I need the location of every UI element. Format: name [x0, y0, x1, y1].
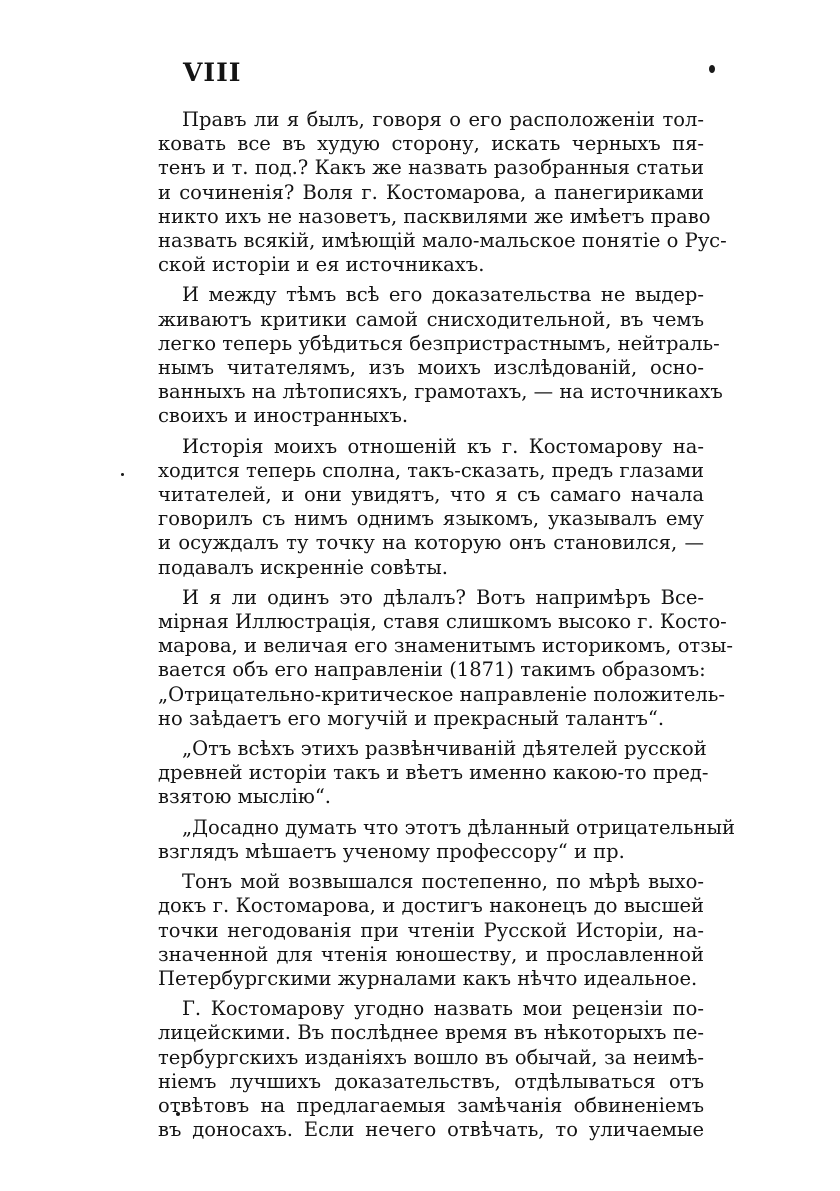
text-line: своихъ и иностранныхъ. — [158, 404, 409, 428]
text-line: легко теперь убѣдиться безпристрастнымъ, нейтраль- — [158, 331, 720, 355]
text-line: Петербургскими журналами какъ нѣчто идеальное. — [158, 966, 698, 990]
paragraph-3 — [134, 435, 704, 580]
ink-speck-top-right — [709, 65, 715, 73]
paragraph-2 — [134, 283, 723, 428]
text-line: взглядъ мѣшаетъ ученому профессору“ и пр. — [158, 839, 625, 863]
text-line: точки негодованiя при чтенiи Русской Исторiи, на- — [158, 918, 704, 942]
text-line: ванныхъ на лѣтописяхъ, грамотахъ, — на источникахъ — [158, 380, 723, 404]
text-line: взятою мыслiю“. — [158, 785, 331, 809]
text-line: и сочиненiя? Воля г. Костомарова, а панегириками — [158, 180, 704, 204]
body-text — [134, 108, 736, 1148]
paragraph-6 — [134, 815, 736, 864]
text-line: И я ли одинъ это дѣлалъ? Вотъ напримѣръ Все- — [182, 585, 704, 609]
text-line: но заѣдаетъ его могучiй и прекрасный талантъ“. — [158, 706, 665, 730]
text-line: нымъ читателямъ, изъ моихъ изслѣдованiй, осно- — [158, 356, 704, 380]
text-line: никто ихъ не назоветъ, пасквилями же имѣетъ право — [158, 204, 711, 228]
text-line: докъ г. Костомарова, и достигъ наконецъ до высшей — [158, 894, 704, 918]
text-line: И между тѣмъ всѣ его доказательства не выдер- — [182, 283, 704, 307]
text-line: и осуждалъ ту точку на которую онъ становился, — — [158, 531, 704, 555]
text-line: нiемъ лучшихъ доказательствъ, отдѣлываться отъ — [158, 1069, 704, 1093]
paragraph-4 — [134, 585, 733, 731]
text-line: живаютъ критики самой снисходительной, въ чемъ — [158, 307, 704, 331]
text-line: Исторiя моихъ отношенiй къ г. Костомарову на- — [182, 434, 704, 458]
text-line: говорилъ съ нимъ однимъ языкомъ, указывалъ ему — [158, 507, 704, 531]
text-line: Правъ ли я былъ, говоря о его расположенiи тол- — [182, 108, 704, 131]
text-line: Тонъ мой возвышался постепенно, по мѣрѣ выхо- — [182, 870, 704, 894]
text-line: въ доносахъ. Если нечего отвѣчать, то уличаемые — [158, 1118, 704, 1142]
paragraph-7 — [134, 870, 704, 991]
text-line: подавалъ искреннiе совѣты. — [158, 555, 448, 579]
text-line: древней исторiи такъ и вѣетъ именно какою-то пред- — [158, 761, 709, 785]
text-line: марова, и величая его знаменитымъ историкомъ, отзы- — [158, 634, 733, 658]
text-line: значенной для чтенiя юношеству, и прославленной — [158, 942, 704, 966]
text-line: „Досадно думать что этотъ дѣланный отрицательный — [182, 815, 736, 839]
text-line: ходится теперь сполна, такъ-сказать, предъ глазами — [158, 458, 704, 482]
text-line: мiрная Иллюстрацiя, ставя слишкомъ высоко г. Косто- — [158, 610, 727, 634]
text-line: назвать всякiй, имѣющiй мало-мальское понятiе о Рус- — [158, 229, 727, 253]
text-line: вается объ его направленiи (1871) такимъ образомъ: — [158, 658, 706, 682]
ink-speck-left-margin — [121, 473, 124, 476]
page-number: VIII — [183, 58, 242, 87]
text-line: тербургскихъ изданiяхъ вошло въ обычай, за неимѣ- — [158, 1045, 704, 1069]
paragraph-8 — [134, 997, 704, 1142]
text-line: ковать все въ худую сторону, искать черныхъ пя- — [158, 132, 704, 156]
text-line: ской исторiи и ея источникахъ. — [158, 253, 485, 277]
text-line: „Отъ всѣхъ этихъ развѣнчиванiй дѣятелей русской — [182, 737, 707, 761]
paragraph-5 — [134, 737, 709, 810]
text-line: тенъ и т. под.? Какъ же назвать разобранныя статьи — [158, 156, 704, 180]
text-line: лицейскими. Въ послѣднее время въ нѣкоторыхъ пе- — [158, 1021, 704, 1045]
text-line: читателей, и они увидятъ, что я съ самаго начала — [158, 483, 704, 507]
text-line: „Отрицательно-критическое направленiе положитель- — [158, 682, 725, 706]
text-line: Г. Костомарову угодно назвать мои рецензiи по- — [182, 997, 704, 1021]
paragraph-1 — [134, 108, 727, 277]
text-line: отвѣтовъ на предлагаемыя замѣчанiя обвиненiемъ — [158, 1093, 704, 1117]
